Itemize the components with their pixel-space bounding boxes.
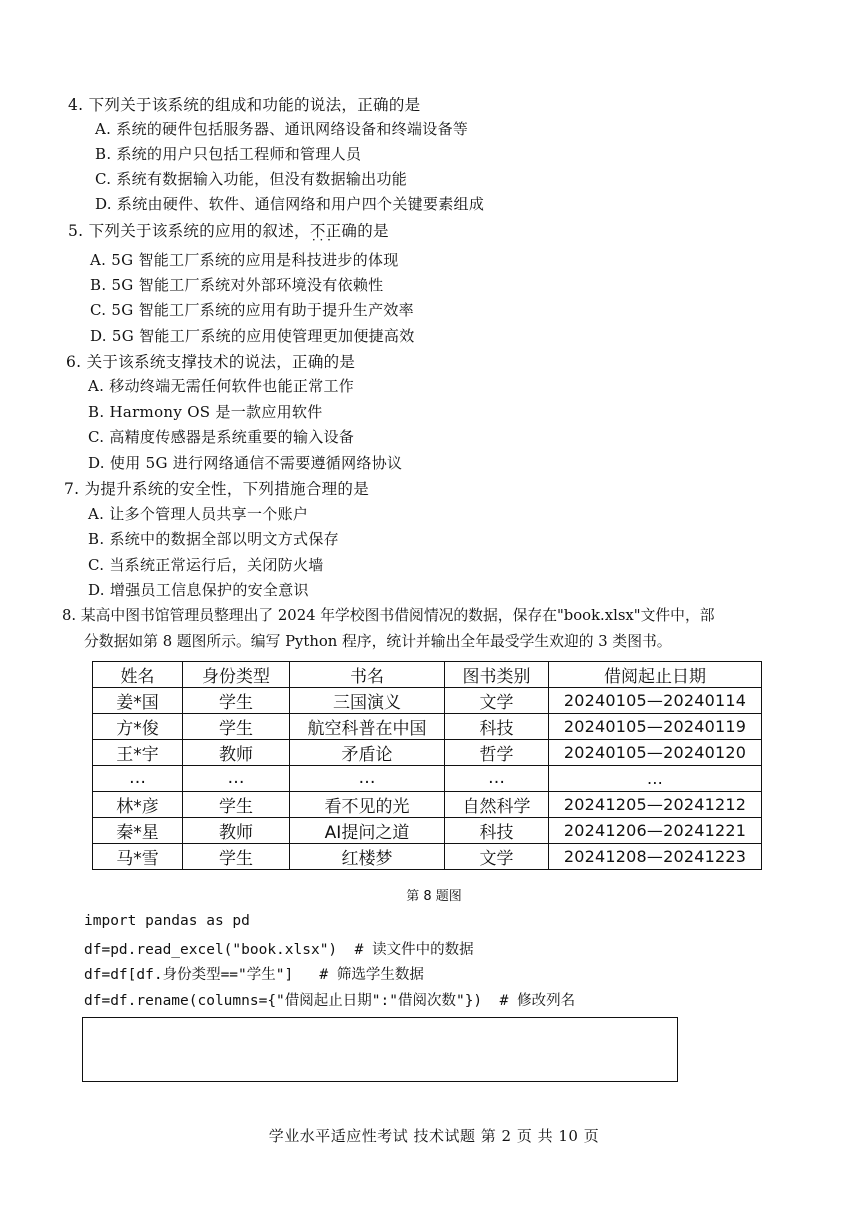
question-4-option-c: C. 系统有数据输入功能，但没有数据输出功能 xyxy=(95,170,408,188)
question-4-option-d: D. 系统由硬件、软件、通信网络和用户四个关键要素组成 xyxy=(95,195,485,213)
table-cell: 姜*国 xyxy=(93,688,183,714)
question-5-stem xyxy=(68,219,389,241)
question-5-stem-before: 5. 下列关于该系统的应用的叙述， xyxy=(68,222,310,240)
table-header-row xyxy=(93,662,762,688)
table-cell: 王*宇 xyxy=(93,740,183,766)
borrow-data-table xyxy=(92,661,762,870)
table-cell: 20241205—20241212 xyxy=(549,791,762,817)
table-row xyxy=(93,740,762,766)
table-cell: 矛盾论 xyxy=(290,740,445,766)
question-7-option-c: C. 当系统正常运行后，关闭防火墙 xyxy=(88,556,324,574)
table-row xyxy=(93,766,762,792)
question-5-emphasis: 不正确 · · · xyxy=(310,222,357,240)
table-cell: 秦*星 xyxy=(93,817,183,843)
page-footer: 学业水平适应性考试 技术试题 第 2 页 共 10 页 xyxy=(268,1127,600,1145)
question-6-stem: 6. 关于该系统支撑技术的说法，正确的是 xyxy=(66,353,356,371)
question-5-option-b: B. 5G 智能工厂系统对外部环境没有依赖性 xyxy=(90,276,384,294)
header-name: 姓名 xyxy=(93,662,183,688)
question-6-option-b: B. Harmony OS 是一款应用软件 xyxy=(88,403,323,421)
question-5-option-c: C. 5G 智能工厂系统的应用有助于提升生产效率 xyxy=(90,301,414,319)
question-6-option-d: D. 使用 5G 进行网络通信不需要遵循网络协议 xyxy=(88,454,403,472)
question-6-option-c: C. 高精度传感器是系统重要的输入设备 xyxy=(88,428,355,446)
table-cell: 方*俊 xyxy=(93,714,183,740)
question-7-option-b: B. 系统中的数据全部以明文方式保存 xyxy=(88,530,339,548)
table-cell: … xyxy=(290,766,445,792)
question-6-option-a: A. 移动终端无需任何软件也能正常工作 xyxy=(88,377,355,395)
header-book-category: 图书类别 xyxy=(445,662,549,688)
table-cell: 科技 xyxy=(445,714,549,740)
table-cell: 20241206—20241221 xyxy=(549,817,762,843)
table-cell: 航空科普在中国 xyxy=(290,714,445,740)
code-line-1: import pandas as pd xyxy=(84,913,250,929)
table-cell: 20241208—20241223 xyxy=(549,843,762,869)
table-row xyxy=(93,843,762,869)
header-borrow-dates: 借阅起止日期 xyxy=(549,662,762,688)
figure-caption: 第 8 题图 xyxy=(406,889,462,904)
header-identity-type: 身份类型 xyxy=(183,662,290,688)
table-cell: … xyxy=(183,766,290,792)
question-5-option-a: A. 5G 智能工厂系统的应用是科技进步的体现 xyxy=(90,251,399,269)
code-line-2: df=pd.read_excel("book.xlsx") # 读文件中的数据 xyxy=(84,942,474,958)
table-cell: 红楼梦 xyxy=(290,843,445,869)
table-cell: AI提问之道 xyxy=(290,817,445,843)
table-row xyxy=(93,817,762,843)
question-5-option-d: D. 5G 智能工厂系统的应用使管理更加便捷高效 xyxy=(90,327,415,345)
table-cell: 自然科学 xyxy=(445,791,549,817)
table-cell: 20240105—20240119 xyxy=(549,714,762,740)
table-cell: 三国演义 xyxy=(290,688,445,714)
table-cell: 科技 xyxy=(445,817,549,843)
table-cell: 教师 xyxy=(183,740,290,766)
table-cell: 学生 xyxy=(183,688,290,714)
table-row xyxy=(93,714,762,740)
question-4-option-a: A. 系统的硬件包括服务器、通讯网络设备和终端设备等 xyxy=(95,120,469,138)
table-row xyxy=(93,688,762,714)
question-8-stem-line2: 分数据如第 8 题图所示。编写 Python 程序，统计并输出全年最受学生欢迎的 3 类图书。 xyxy=(84,633,672,650)
header-book-title: 书名 xyxy=(290,662,445,688)
table-cell: 马*雪 xyxy=(93,843,183,869)
question-4-stem: 4. 下列关于该系统的组成和功能的说法，正确的是 xyxy=(68,96,421,114)
table-cell: 教师 xyxy=(183,817,290,843)
table-cell: … xyxy=(93,766,183,792)
table-cell: 20240105—20240120 xyxy=(549,740,762,766)
table-cell: 学生 xyxy=(183,843,290,869)
code-line-4: df=df.rename(columns={"借阅起止日期":"借阅次数"}) # 修改列名 xyxy=(84,993,576,1009)
table-cell: 文学 xyxy=(445,688,549,714)
code-line-3: df=df[df.身份类型=="学生"] # 筛选学生数据 xyxy=(84,967,424,983)
table-row xyxy=(93,791,762,817)
question-7-option-a: A. 让多个管理人员共享一个账户 xyxy=(88,505,309,523)
table-cell: 学生 xyxy=(183,791,290,817)
question-4-option-b: B. 系统的用户只包括工程师和管理人员 xyxy=(95,145,362,163)
table-cell: 学生 xyxy=(183,714,290,740)
table-cell: … xyxy=(445,766,549,792)
table-cell: 林*彦 xyxy=(93,791,183,817)
table-cell: 文学 xyxy=(445,843,549,869)
table-cell: 看不见的光 xyxy=(290,791,445,817)
table-cell: … xyxy=(549,766,762,792)
table-cell: 20240105—20240114 xyxy=(549,688,762,714)
answer-box[interactable] xyxy=(82,1017,678,1082)
question-7-option-d: D. 增强员工信息保护的安全意识 xyxy=(88,581,309,599)
question-5-stem-after: 的是 xyxy=(357,222,389,240)
question-8-stem-line1: 8. 某高中图书馆管理员整理出了 2024 年学校图书借阅情况的数据，保存在"book.xlsx"文件中，部 xyxy=(62,607,715,624)
table-cell: 哲学 xyxy=(445,740,549,766)
question-7-stem: 7. 为提升系统的安全性，下列措施合理的是 xyxy=(64,480,370,498)
